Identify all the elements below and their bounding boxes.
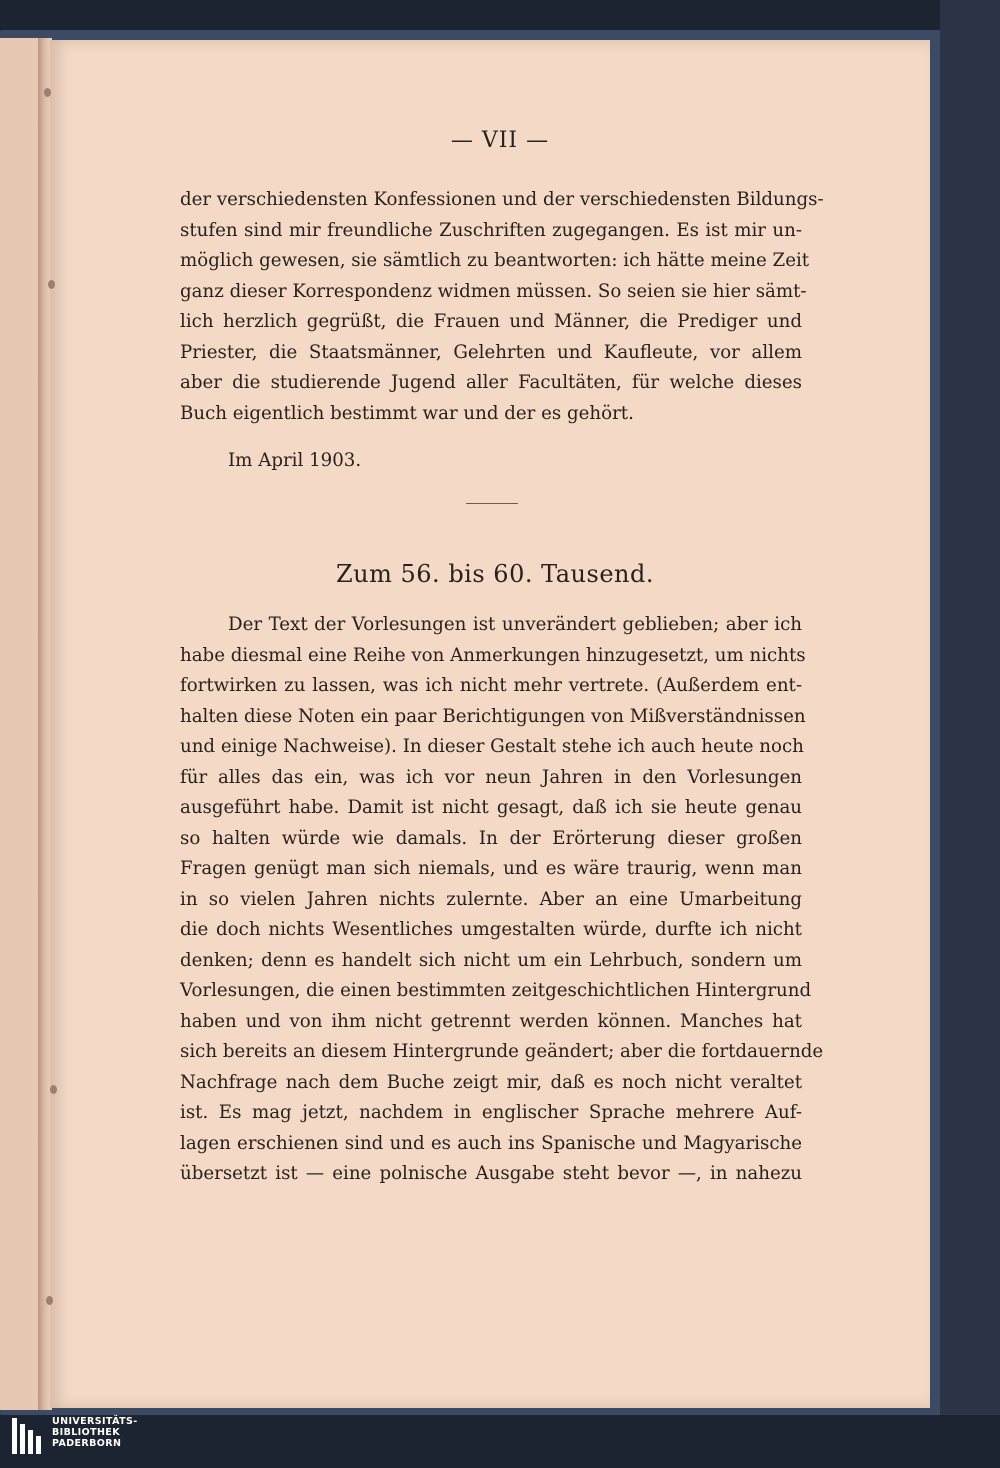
text-line: Buch eigentlich bestimmt war und der es gehört.: [180, 402, 634, 424]
text-line: ausgeführt habe. Damit ist nicht gesagt, daß ich sie heute genau: [180, 797, 802, 818]
paragraph-preface: [180, 610, 824, 1190]
text-line: Fragen genügt man sich niemals, und es wäre traurig, wenn man: [180, 858, 802, 879]
text-line: habe diesmal eine Reihe von Anmerkungen hinzugesetzt, um nichts: [180, 644, 806, 666]
text-line: halten diese Noten ein paar Berichtigungen von Mißverständnissen: [180, 705, 806, 727]
text-line: sich bereits an diesem Hintergrunde geändert; aber die fortdauernde: [180, 1041, 824, 1062]
stitch-mark: [48, 280, 55, 289]
text-line: Nachfrage nach dem Buche zeigt mir, daß es noch nicht veraltet: [180, 1071, 802, 1093]
text-line: und einige Nachweise). In dieser Gestalt stehe ich auch heute noch: [180, 736, 804, 757]
text-line: möglich gewesen, sie sämtlich zu beantworten: ich hätte meine Zeit: [180, 250, 810, 271]
library-logo-text: [52, 1416, 138, 1449]
book-cover-edge: [940, 0, 1000, 1415]
text-line: ist. Es mag jetzt, nachdem in englischer Sprache mehrere Auf-: [180, 1102, 802, 1123]
text-line: Priester, die Staatsmänner, Gelehrten und Kaufleute, vor allem: [180, 341, 802, 363]
logo-line: UNIVERSITÄTS-: [52, 1416, 138, 1427]
text-line: übersetzt ist — eine polnische Ausgabe steht bevor —, in nahezu: [180, 1163, 802, 1184]
section-divider: [466, 503, 518, 504]
stitch-mark: [46, 1296, 53, 1305]
text-line: haben und von ihm nicht getrennt werden können. Manches hat: [180, 1010, 802, 1032]
text-line: Vorlesungen, die einen bestimmten zeitgeschichtlichen Hintergrund: [180, 980, 812, 1001]
text-line: in so vielen Jahren nichts zulernte. Aber an eine Umarbeitung: [180, 888, 802, 910]
text-line: lich herzlich gegrüßt, die Frauen und Männer, die Prediger und: [180, 311, 802, 332]
logo-line: BIBLIOTHEK: [52, 1427, 120, 1438]
library-logo: [8, 1416, 138, 1460]
paragraph-continuation: [180, 185, 824, 429]
stitch-mark: [50, 1085, 57, 1094]
stitch-mark: [44, 88, 51, 97]
text-line: die doch nichts Wesentliches umgestalten würde, durfte ich nicht: [180, 919, 802, 940]
text-line: der verschiedensten Konfessionen und der verschiedensten Bildungs-: [180, 189, 824, 210]
logo-line: PADERBORN: [52, 1438, 122, 1449]
section-heading: Zum 56. bis 60. Tausend.: [336, 560, 654, 588]
text-line: aber die studierende Jugend aller Facultäten, für welche dieses: [180, 372, 802, 393]
text-line: fortwirken zu lassen, was ich nicht mehr vertrete. (Außerdem ent-: [180, 675, 802, 696]
text-line: lagen erschienen sind und es auch ins Spanische und Magyarische: [180, 1132, 802, 1154]
page-number-header: — VII —: [450, 128, 550, 153]
date-line: Im April 1903.: [228, 450, 362, 471]
text-line: stufen sind mir freundliche Zuschriften zugegangen. Es ist mir un-: [180, 219, 802, 241]
text-line: für alles das ein, was ich vor neun Jahren in den Vorlesungen: [180, 766, 802, 788]
text-line: so halten würde wie damals. In der Erörterung dieser großen: [180, 827, 802, 849]
previous-page-edge: [0, 38, 41, 1410]
text-line: Der Text der Vorlesungen ist unverändert geblieben; aber ich: [228, 614, 802, 635]
text-line: ganz dieser Korrespondenz widmen müssen. So seien sie hier sämt-: [180, 280, 807, 302]
library-logo-icon: [8, 1416, 46, 1460]
text-line: denken; denn es handelt sich nicht um ein Lehrbuch, sondern um: [180, 949, 802, 971]
